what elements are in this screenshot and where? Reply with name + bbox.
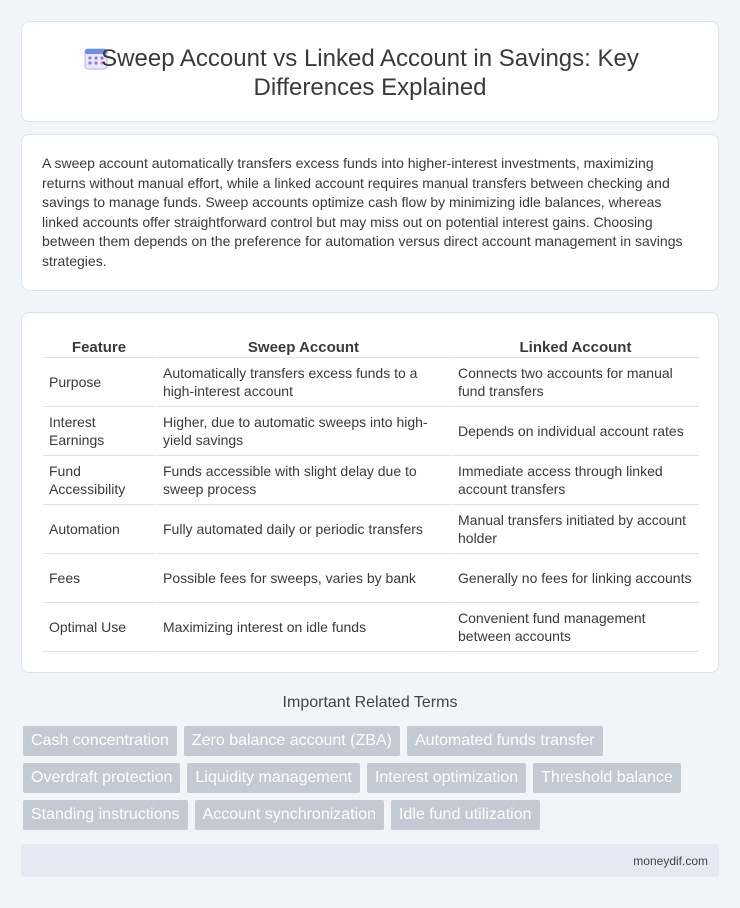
table-row — [43, 603, 699, 652]
tag-overdraft-protection[interactable]: Overdraft protection — [23, 763, 180, 793]
feature-cell: Fees — [43, 554, 157, 603]
feature-cell: Purpose — [43, 358, 157, 407]
sweep-cell: Maximizing interest on idle funds — [157, 603, 452, 652]
table-header-row — [43, 333, 699, 358]
linked-cell: Immediate access through linked account transfers — [452, 456, 699, 505]
feature-cell: Fund Accessibility — [43, 456, 157, 505]
related-terms-tags — [23, 726, 723, 837]
column-header-sweep-account: Sweep Account — [157, 333, 452, 358]
table-row — [43, 358, 699, 407]
tag-cash-concentration[interactable]: Cash concentration — [23, 726, 177, 756]
sweep-cell: Automatically transfers excess funds to a high-interest account — [157, 358, 452, 407]
sweep-cell: Possible fees for sweeps, varies by bank — [157, 554, 452, 603]
tag-row — [23, 763, 723, 793]
tag-idle-fund-utilization[interactable]: Idle fund utilization — [391, 800, 540, 830]
comparison-table-card — [21, 312, 719, 673]
linked-cell: Depends on individual account rates — [452, 407, 699, 456]
linked-cell: Generally no fees for linking accounts — [452, 554, 699, 603]
table-row — [43, 407, 699, 456]
tag-zero-balance-account[interactable]: Zero balance account (ZBA) — [184, 726, 400, 756]
tag-row — [23, 726, 723, 756]
linked-cell: Convenient fund management between accounts — [452, 603, 699, 652]
tag-interest-optimization[interactable]: Interest optimization — [367, 763, 526, 793]
page-title: Sweep Account vs Linked Account in Savings: Key Differences Explained — [101, 45, 639, 101]
tag-threshold-balance[interactable]: Threshold balance — [533, 763, 681, 793]
tag-liquidity-management[interactable]: Liquidity management — [187, 763, 360, 793]
linked-cell: Connects two accounts for manual fund transfers — [452, 358, 699, 407]
sweep-cell: Higher, due to automatic sweeps into high-yield savings — [157, 407, 452, 456]
feature-cell: Automation — [43, 505, 157, 554]
table-row — [43, 505, 699, 554]
feature-cell: Optimal Use — [43, 603, 157, 652]
sweep-cell: Fully automated daily or periodic transfers — [157, 505, 452, 554]
tag-automated-funds-transfer[interactable]: Automated funds transfer — [407, 726, 603, 756]
summary-card — [21, 134, 719, 291]
summary-text: A sweep account automatically transfers excess funds into higher-interest investments, maximizing returns without manual effort, while a linked account requires manual transfers between checking and savings to manage funds. Sweep accounts optimize cash flow by minimizing idle balances, whereas linked accounts offer straightforward control but may miss out on potential interest gains. Choosing between them depends on the preference for automation versus direct account management in savings strategies. — [42, 155, 683, 269]
column-header-linked-account: Linked Account — [452, 333, 699, 358]
related-terms-title: Important Related Terms — [282, 694, 458, 711]
title-card — [21, 21, 719, 122]
footer-site-link[interactable]: moneydif.com — [633, 854, 708, 868]
tag-row — [23, 800, 723, 830]
footer — [21, 844, 719, 877]
table-row — [43, 456, 699, 505]
sweep-cell: Funds accessible with slight delay due to sweep process — [157, 456, 452, 505]
comparison-table — [43, 333, 699, 652]
column-header-feature: Feature — [43, 333, 157, 358]
tag-account-synchronization[interactable]: Account synchronization — [195, 800, 384, 830]
linked-cell: Manual transfers initiated by account holder — [452, 505, 699, 554]
feature-cell: Interest Earnings — [43, 407, 157, 456]
table-row — [43, 554, 699, 603]
tag-standing-instructions[interactable]: Standing instructions — [23, 800, 188, 830]
